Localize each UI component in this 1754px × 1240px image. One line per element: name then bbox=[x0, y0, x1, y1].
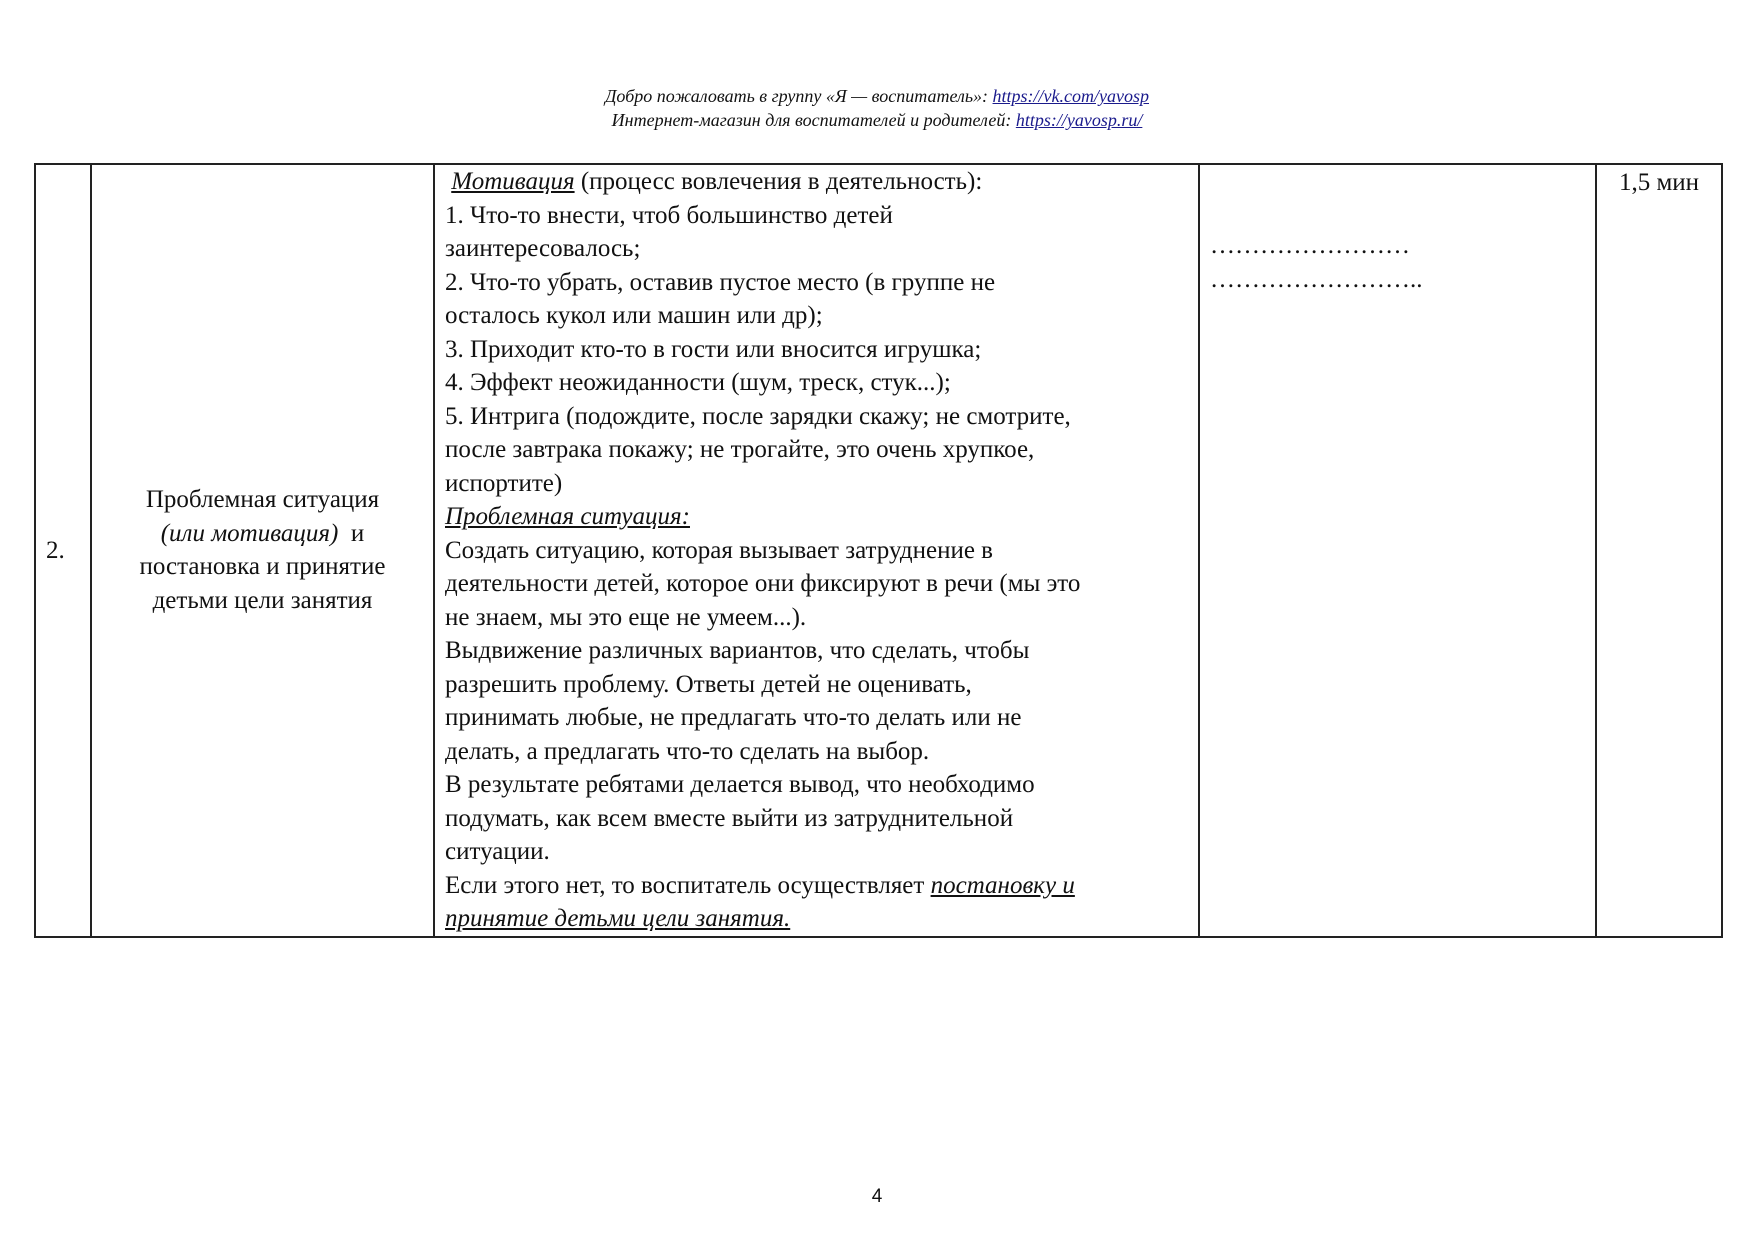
stage-cell bbox=[91, 164, 434, 937]
motivation-heading-line bbox=[445, 165, 1190, 199]
header-line-2 bbox=[0, 108, 1754, 132]
page-header bbox=[0, 84, 1754, 132]
stage-line bbox=[110, 517, 415, 551]
text-line: осталось кукол или машин или др); bbox=[445, 302, 823, 329]
text-line: заинтересовалось; bbox=[445, 235, 641, 262]
row-number: 2. bbox=[35, 164, 91, 937]
text-line: испортите) bbox=[445, 469, 563, 497]
stage-line: детьми цели занятия bbox=[152, 586, 373, 614]
text-line: Создать ситуацию, которая вызывает затруднение в bbox=[445, 536, 993, 564]
header-shop-text: Интернет-магазин для воспитателей и родителей: bbox=[611, 110, 1016, 130]
text-line: не знаем, мы это еще не умеем...). bbox=[445, 603, 807, 631]
stage-line: постановка и принятие bbox=[139, 553, 386, 581]
teacher-placeholder-line: …………………… bbox=[1210, 232, 1410, 259]
header-line-1 bbox=[0, 84, 1754, 108]
text-line: принимать любые, не предлагать что-то делать или не bbox=[445, 704, 1022, 731]
stage-italic: (или мотивация) bbox=[160, 519, 339, 547]
stage-line: Проблемная ситуация bbox=[145, 486, 380, 514]
stage-line-rest: и bbox=[338, 519, 365, 547]
text-line bbox=[445, 869, 1190, 903]
teacher-activity-cell bbox=[1199, 164, 1596, 937]
text-line: Выдвижение различных вариантов, что сделать, чтобы bbox=[445, 637, 1030, 664]
vk-group-link[interactable]: https://vk.com/yavosp bbox=[992, 86, 1149, 106]
motivation-subtitle: (процесс вовлечения в деятельность): bbox=[574, 168, 983, 195]
goal-setting-emphasis-end: принятие детьми цели занятия. bbox=[445, 905, 791, 932]
text-line: делать, а предлагать что-то сделать на выбор. bbox=[445, 737, 930, 765]
text-line: после завтрака покажу; не трогайте, это очень хрупкое, bbox=[445, 436, 1035, 463]
text-line: деятельности детей, которое они фиксируют в речи (мы это bbox=[445, 570, 1081, 597]
header-group-text: Добро пожаловать в группу «Я — воспитатель»: bbox=[604, 86, 993, 106]
motivation-title: Мотивация bbox=[451, 168, 575, 195]
text-line: 2. Что-то убрать, оставив пустое место (в группе не bbox=[445, 268, 996, 296]
teacher-placeholder-line: …………………….. bbox=[1210, 265, 1423, 293]
text-line: 5. Интрига (подождите, после зарядки скажу; не смотрите, bbox=[445, 402, 1071, 430]
problem-title: Проблемная ситуация: bbox=[445, 503, 690, 530]
final-text: Если этого нет, то воспитатель осуществляет bbox=[445, 871, 931, 899]
text-line: ситуации. bbox=[445, 838, 550, 865]
shop-link[interactable]: https://yavosp.ru/ bbox=[1015, 110, 1143, 130]
text-line: подумать, как всем вместе выйти из затруднительной bbox=[445, 804, 1014, 832]
page-number: 4 bbox=[871, 1186, 883, 1207]
text-line: В результате ребятами делается вывод, что необходимо bbox=[445, 771, 1035, 798]
text-line: разрешить проблему. Ответы детей не оценивать, bbox=[445, 670, 972, 698]
content-cell bbox=[434, 164, 1199, 937]
lesson-plan-table bbox=[34, 163, 1723, 938]
text-line: 1. Что-то внести, чтоб большинство детей bbox=[445, 201, 893, 229]
time-cell: 1,5 мин bbox=[1596, 164, 1722, 937]
table-row bbox=[35, 164, 1722, 937]
text-line: 4. Эффект неожиданности (шум, треск, стук...); bbox=[445, 369, 951, 396]
text-line: 3. Приходит кто-то в гости или вносится игрушка; bbox=[445, 335, 982, 363]
goal-setting-emphasis: постановку и bbox=[930, 871, 1075, 899]
